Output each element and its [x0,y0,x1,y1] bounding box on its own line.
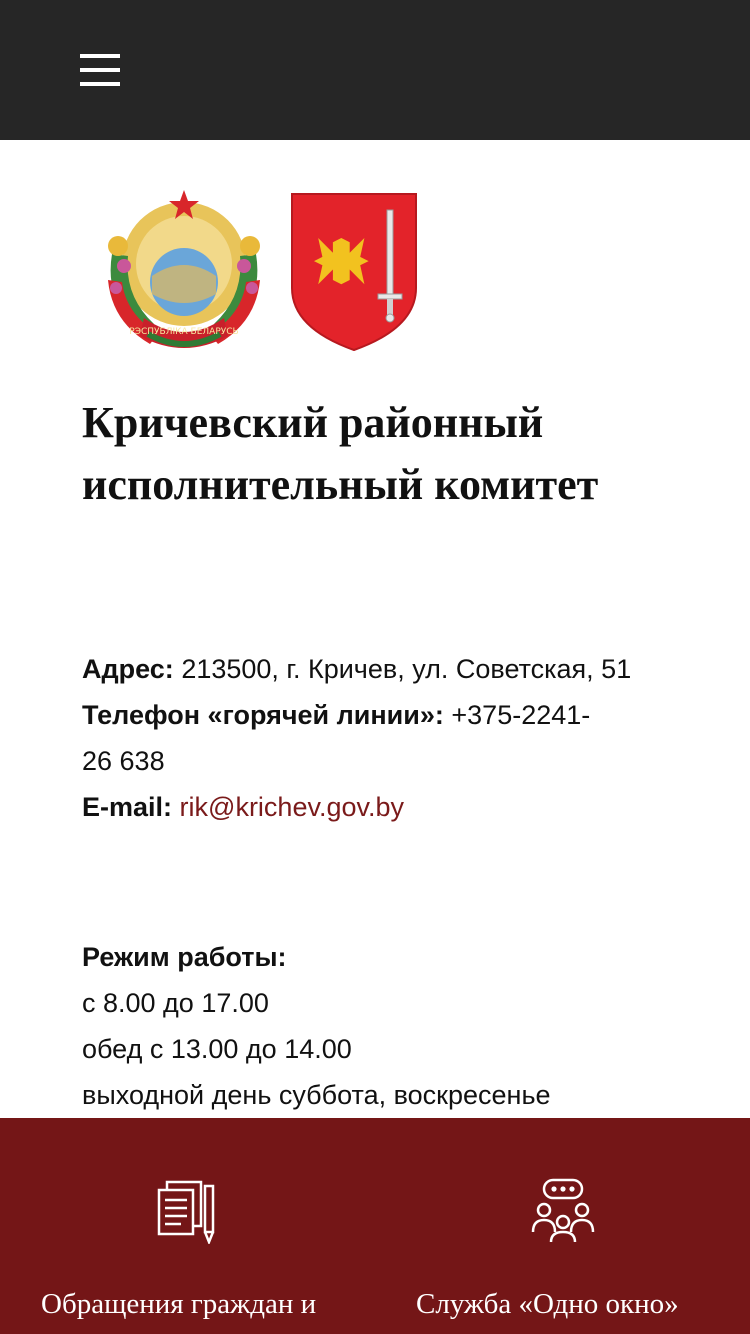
title-line-2: исполнительный комитет [82,460,599,509]
hotline-value-part1: +375-2241- [443,700,591,730]
krichev-coat-of-arms-icon [286,188,422,354]
hotline-row [82,692,702,784]
one-window-service-label: Служба «Одно окно» [416,1288,679,1320]
citizens-appeals-button[interactable] [0,1118,375,1334]
schedule-block [82,934,702,1118]
hotline-label: Телефон «горячей линии»: [82,700,444,730]
hotline-value-part2: 26 638 [82,746,165,776]
menu-line [80,54,120,58]
people-chat-icon [530,1178,596,1244]
citizens-appeals-label: Обращения граждан и [41,1288,317,1320]
schedule-lunch: обед с 13.00 до 14.00 [82,1034,352,1064]
schedule-hours: с 8.00 до 17.00 [82,988,269,1018]
email-row [82,784,702,830]
address-value: 213500, г. Кричев, ул. Советская, 51 [173,654,632,684]
top-bar [0,0,750,140]
one-window-service-button[interactable] [375,1118,750,1334]
schedule-days-off: выходной день суббота, воскресенье [82,1080,551,1110]
email-label: E-mail: [82,792,173,822]
organization-title [82,392,702,516]
menu-line [80,68,120,72]
hamburger-menu-icon[interactable] [80,54,120,86]
belarus-national-emblem-icon [98,184,270,356]
schedule-heading: Режим работы: [82,942,287,972]
email-link[interactable]: rik@krichev.gov.by [179,792,405,822]
emblem-ribbon-text: РЭСПУБЛІКА БЕЛАРУСЬ [129,327,239,337]
address-label: Адрес: [82,654,174,684]
contacts-block [82,646,702,830]
emblems-block [98,184,428,356]
bottom-navigation [0,1118,750,1334]
documents-pen-icon [155,1178,221,1244]
address-row [82,646,702,692]
title-line-1: Кричевский районный [82,398,544,447]
menu-line [80,82,120,86]
